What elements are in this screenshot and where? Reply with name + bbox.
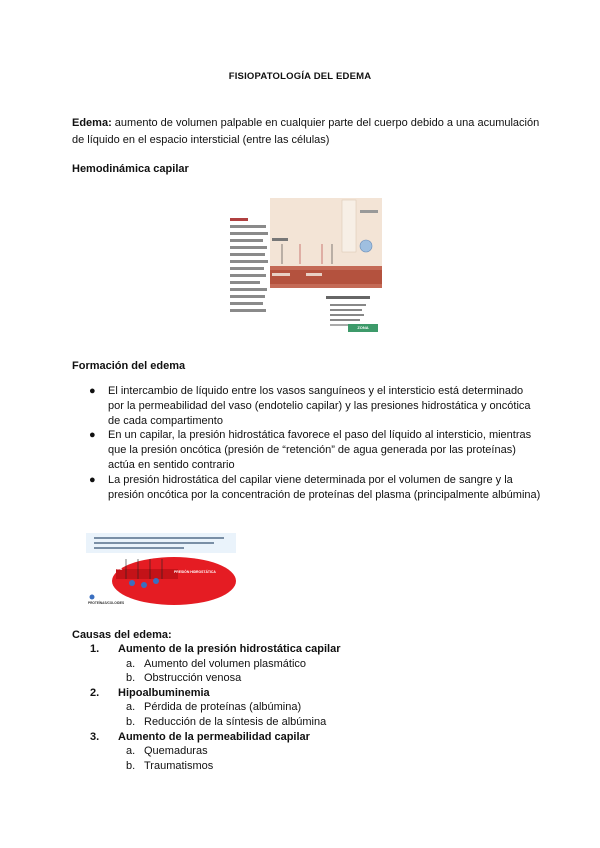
causes-list <box>72 642 542 773</box>
cause-item: 3. Aumento de la permeabilidad capilar <box>90 730 310 743</box>
cause-subitem: b. Traumatismos <box>126 759 214 772</box>
cause-subitem: a. Quemaduras <box>126 745 208 758</box>
cause-subitem: a. Aumento del volumen plasmático <box>126 657 307 670</box>
label-presion-oncotica: PRESIÓN ONCÓTICA <box>88 567 123 571</box>
cause-subitem: b. Obstrucción venosa <box>126 672 242 685</box>
cause-subitem: a. Pérdida de proteínas (albúmina) <box>126 701 302 714</box>
capillary-diagram <box>270 198 382 336</box>
cause-item: 1. Aumento de la presión hidrostática capilar <box>90 643 341 655</box>
heading-formacion: Formación del edema <box>72 360 186 372</box>
capillary-hemodynamics-figure <box>230 198 382 336</box>
bullet-item: ● En un capilar, la presión hidrostática favorece el paso del líquido al intersticio, mientras que la presión oncótica (presión de “retención” de agua generada por las proteínas) actúa en sentido contrario <box>89 429 532 471</box>
formation-bullet-list <box>72 384 542 502</box>
label-proteinas: PROTEÍNAS/COLOIDES <box>88 601 125 605</box>
cause-subitem: b. Reducción de la síntesis de albúmina <box>126 715 327 728</box>
edema-definition <box>72 115 542 149</box>
heading-causas: Causas del edema: <box>72 629 172 641</box>
definition-text: aumento de volumen palpable en cualquier parte del cuerpo debido a una acumulación de líquido en el espacio intersticial (entre las células) <box>72 117 540 146</box>
pressures-figure <box>86 533 236 605</box>
heading-hemodinamica: Hemodinámica capilar <box>72 163 189 175</box>
definition-term: Edema: <box>72 117 112 129</box>
cause-item: 2. Hipoalbuminemia <box>90 686 210 699</box>
document-title: FISIOPATOLOGÍA DEL EDEMA <box>228 71 372 82</box>
bullet-item: ● El intercambio de líquido entre los vasos sanguíneos y el intersticio está determinado por la permeabilidad del vaso (endotelio capilar) y las presiones hidrostática y oncótica de cada compartimento <box>89 385 531 427</box>
bullet-item: ● La presión hidrostática del capilar viene determinada por el volumen de sangre y la presión oncótica por la concentración de proteínas del plasma (principalmente albúmina) <box>89 473 541 501</box>
zone-badge: ZONA <box>348 324 378 332</box>
figure-caption-block <box>230 218 270 316</box>
label-presion-hidrostatica: PRESIÓN HIDROSTÁTICA <box>174 570 216 574</box>
